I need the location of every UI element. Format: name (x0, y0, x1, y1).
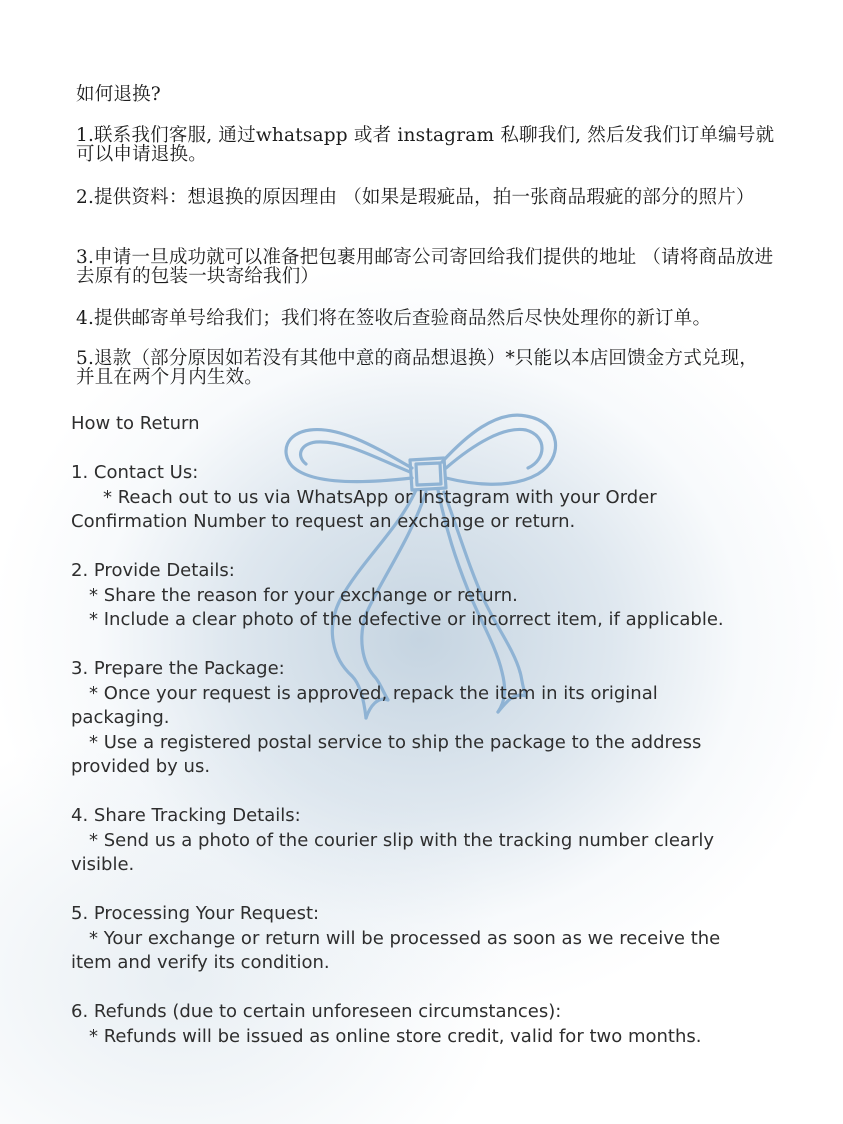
zh-item-3: 3.申请一旦成功就可以准备把包裹用邮寄公司寄回给我们提供的地址 （请将商品放进去原有的包装一块寄给我们） (76, 247, 774, 287)
step-3-line: packaging. (71, 707, 170, 728)
step-6-line: * Refunds will be issued as online store credit, valid for two months. (89, 1025, 702, 1047)
step-1-line: * Reach out to us via WhatsApp or Instagram with your Order (103, 486, 657, 508)
en-title: How to Return (71, 413, 200, 434)
step-3-heading: 3. Prepare the Package: (71, 658, 285, 679)
step-5-heading: 5. Processing Your Request: (71, 903, 320, 924)
step-4-line: visible. (71, 854, 135, 875)
step-3-line: provided by us. (71, 756, 211, 777)
step-5-line: item and verify its condition. (71, 952, 330, 973)
step-2-line: * Include a clear photo of the defective or incorrect item, if applicable. (89, 609, 724, 630)
zh-title: 如何退换? (76, 84, 161, 105)
step-4-line: * Send us a photo of the courier slip with the tracking number clearly (89, 829, 715, 851)
step-3-line: * Use a registered postal service to ship the package to the address (89, 731, 702, 753)
step-3-line: * Once your request is approved, repack the item in its original (89, 682, 658, 704)
step-4-heading: 4. Share Tracking Details: (71, 805, 301, 826)
en-section (71, 412, 791, 1049)
step-2-line: * Share the reason for your exchange or return. (89, 584, 518, 606)
zh-item-4: 4.提供邮寄单号给我们；我们将在签收后查验商品然后尽快处理你的新订单。 (76, 308, 712, 329)
step-6-heading: 6. Refunds (due to certain unforeseen circumstances): (71, 1001, 562, 1022)
step-5-line: * Your exchange or return will be processed as soon as we receive the (89, 927, 721, 949)
step-1-line: Confirmation Number to request an exchange or return. (71, 511, 576, 532)
step-2-heading: 2. Provide Details: (71, 560, 235, 581)
zh-item-2: 2.提供资料：想退换的原因理由 （如果是瑕疵品，拍一张商品瑕疵的部分的照片） (76, 187, 755, 208)
step-1-heading: 1. Contact Us: (71, 462, 199, 483)
zh-item-1: 1.联系我们客服, 通过whatsapp 或者 instagram 私聊我们, 然后发我们订单编号就可以申请退换。 (76, 125, 775, 165)
zh-item-5: 5.退款（部分原因如若没有其他中意的商品想退换）*只能以本店回馈金方式兑现，并且在两个月内生效。 (76, 348, 759, 388)
